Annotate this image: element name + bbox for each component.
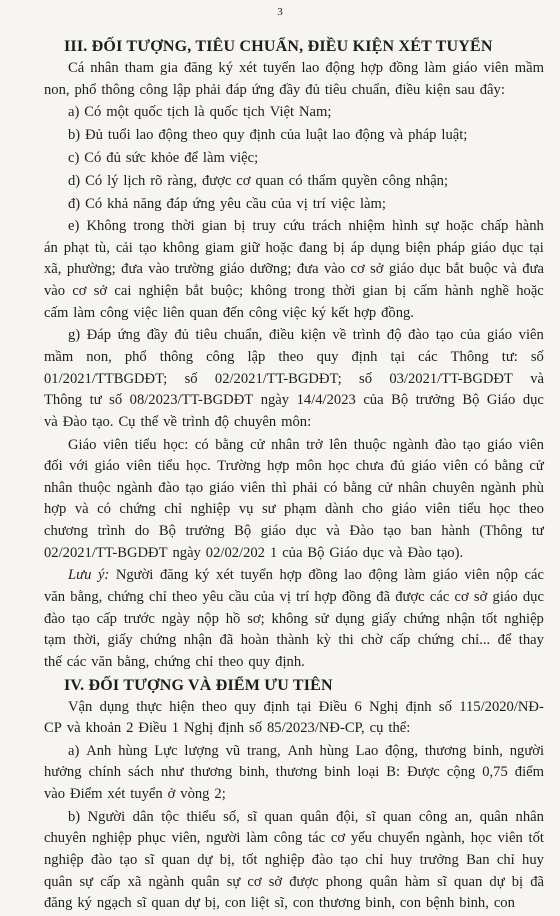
text-line: đăng ký ngạch sĩ quan dự bị, con liệt sĩ, con thương binh, con bệnh binh, con — [44, 895, 515, 912]
text-line: 01/2021/TTBGDĐT; số 02/2021/TT-BGDĐT; số 03/2021/TT-BGDĐT và — [44, 370, 544, 387]
text-line: c) Có đủ sức khỏe để làm việc; — [68, 149, 259, 166]
paragraph — [44, 435, 544, 565]
text-line: Thông tư số 08/2023/TT-BGDĐT ngày 14/4/2023 của Bộ trưởng Bộ Giáo dục — [44, 392, 544, 409]
paragraph — [44, 325, 544, 433]
text-line: và Đào tạo. Cụ thể về trình độ chuyên môn: — [44, 413, 312, 430]
text-line: xã, phường; đưa vào trường giáo dưỡng; đưa vào cơ sở giáo dục bắt buộc và đưa — [44, 261, 544, 278]
paragraph — [44, 125, 544, 147]
paragraph — [44, 216, 544, 324]
paragraph — [44, 741, 544, 806]
text-line: thế các văn bằng, chứng chỉ theo quy định. — [44, 653, 305, 670]
text-line: hưởng chính sách như thương binh, thương binh loại B: Được cộng 0,75 điểm — [44, 764, 544, 781]
paragraph — [44, 171, 544, 193]
paragraph — [44, 148, 544, 170]
text-line: e) Không trong thời gian bị truy cứu trách nhiệm hình sự hoặc chấp hành — [68, 218, 544, 235]
text-line: g) Đáp ứng đầy đủ tiêu chuẩn, điều kiện về trình độ đào tạo của giáo viên — [68, 327, 544, 344]
text-line: b) Người dân tộc thiểu số, sĩ quan quân đội, sĩ quan công an, quân nhân — [68, 808, 544, 825]
text-line: non, phổ thông công lập phải đáp ứng đầy đủ tiêu chuẩn, điều kiện sau đây: — [44, 81, 505, 98]
text-line: d) Có lý lịch rõ ràng, được cơ quan có thẩm quyền công nhận; — [68, 172, 449, 189]
text-line: án phạt tù, cải tạo không giam giữ hoặc đang bị áp dụng biện pháp giáo dục tại — [44, 239, 544, 256]
text-line: a) Anh hùng Lực lượng vũ trang, Anh hùng Lao động, thương binh, người — [68, 742, 544, 759]
text-line: quân sự cấp xã ngành quân sự cơ sở được phong quân hàm sĩ quan dự bị đã — [44, 873, 544, 890]
paragraph — [44, 807, 544, 915]
text-line: Cá nhân tham gia đăng ký xét tuyển lao động hợp đồng làm giáo viên mầm — [68, 60, 544, 76]
text-line: Vận dụng thực hiện theo quy định tại Điều 6 Nghị định số 115/2020/NĐ- — [68, 698, 544, 715]
document-body — [44, 36, 544, 916]
text-line: a) Có một quốc tịch là quốc tịch Việt Nam; — [68, 104, 332, 121]
text-line: vào Điểm xét tuyển ở vòng 2; — [44, 786, 226, 803]
text-line: chương trình do Bộ trưởng Bộ giáo dục và Đào tạo ban hành (Thông tư — [44, 522, 544, 539]
paragraph — [44, 102, 544, 124]
text-line: 02/2021/TT-BGDĐT ngày 02/02/202 1 của Bộ Giáo dục và Đào tạo). — [44, 544, 464, 561]
text-line: nhân thuộc ngành đào tạo giáo viên thì phải có bằng cử nhân chuyên ngành phù — [44, 479, 544, 496]
text-line: mầm non, phổ thông công lập theo quy định tại các Thông tư: số — [44, 349, 544, 366]
text-line: tạm thời, giấy chứng nhận đã hoàn thành kỳ thi chờ cấp chứng chỉ... để thay — [44, 632, 544, 649]
text-line: văn bằng, chứng chỉ theo yêu cầu của vị trí hợp đồng đã được các cơ sở giáo dục — [44, 588, 544, 605]
text-line: Giáo viên tiểu học: có bằng cử nhân trở lên thuộc ngành đào tạo giáo viên — [68, 436, 544, 453]
text-line: hợp và có chứng chỉ nghiệp vụ sư phạm dành cho giáo viên tiểu học theo — [44, 501, 544, 518]
text-line: Lưu ý: Người đăng ký xét tuyển hợp đồng lao động làm giáo viên nộp các — [68, 567, 544, 584]
paragraph — [44, 565, 544, 673]
paragraph — [44, 194, 544, 216]
text-line: nghiệp đào tạo sĩ quan dự bị, tốt nghiệp đào tạo chỉ huy trưởng Ban chỉ huy — [44, 852, 544, 869]
text-line: đ) Có khả năng đáp ứng yêu cầu của vị trí việc làm; — [68, 195, 386, 212]
text-line: b) Đủ tuổi lao động theo quy định của luật lao động và pháp luật; — [68, 127, 468, 144]
text-line: chuyên nghiệp phục viên, người làm công tác cơ yếu chuyển ngành, học viên tốt — [44, 830, 544, 847]
text-line: CP và khoản 2 Điều 1 Nghị định số 85/2023/NĐ-CP, cụ thể: — [44, 720, 411, 737]
paragraph — [44, 697, 544, 740]
page-number: 3 — [277, 6, 283, 18]
text-line: cấm làm công việc liên quan đến công việc ký kết hợp đồng. — [44, 304, 414, 321]
paragraph — [44, 58, 544, 101]
text-line: vào cơ sở cai nghiện bắt buộc; không trong thời gian bị cấm hành nghề hoặc — [44, 283, 544, 300]
section-heading: IV. ĐỐI TƯỢNG VÀ ĐIỂM ƯU TIÊN — [64, 676, 333, 694]
text-line: đối với giáo viên tiểu học. Trường hợp môn học chưa đủ giáo viên có bằng cử — [44, 458, 544, 475]
section-heading: III. ĐỐI TƯỢNG, TIÊU CHUẨN, ĐIỀU KIỆN XÉT TUYỂN — [64, 38, 493, 55]
text-line: đào tạo cấp trước ngày nộp hồ sơ; không sử dụng giấy chứng nhận tốt nghiệp — [44, 610, 544, 627]
